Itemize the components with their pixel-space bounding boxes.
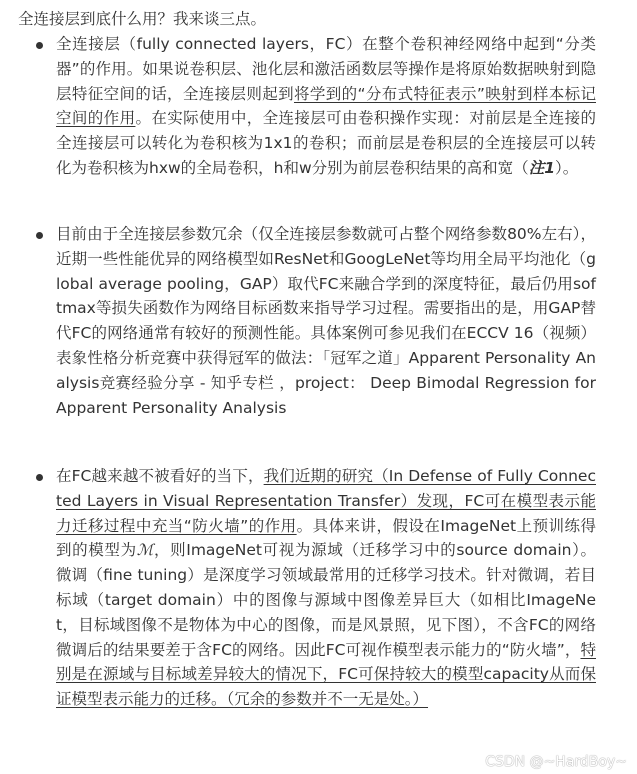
page-heading: 全连接层到底什么用？我来谈三点。 [18, 10, 267, 28]
p3-text-1: 在FC越来越不被看好的当下， [56, 467, 264, 485]
paragraph-fc-firewall [56, 464, 596, 712]
paragraph-fc-classifier [56, 32, 596, 181]
p3-underlined-1[interactable]: 我们近期的研究（In Defense of Fully Connected Layers in Visual Representation Transfer）发现，FC可在模型表示能力迁移过程中充当“防火墙”的作用 [56, 467, 596, 535]
bullet-1 [36, 42, 43, 49]
p2-text-1: 目前由于全连接层参数冗余（仅全连接层参数就可占整个网络参数80%左右），近期一些性能优异的网络模型如ResNet和GoogLeNet等均用全局平均池化（global average pooling，GAP）取代FC来融合学到的深度特征，最后仍用softmax等损失函数作为网络目标函数来指导学习过程。需要指出的是，用GAP替代FC的网络通常有较好的预测性能。具体案例可参见我们在ECCV 16（视频）表象性格分析竞赛中获得冠军的做法：「冠军之道」Apparent Personality Analysis竞赛经验分享 - 知乎专栏 ，project： Deep Bimodal Regression for Apparent Personality Analysis [56, 225, 596, 417]
p3-text-3: ，则ImageNet可视为源域（迁移学习中的source domain）。微调（fine tuning）是深度学习领域最常用的迁移学习技术。针对微调，若目标域（target domain）中的图像与源域中图像差异巨大（如相比ImageNet，目标域图像不是物体为中心的图像，而是风景照，见下图），不含FC的网络微调后的结果要差于含FC的网络。因此FC可视作模型表示能力的“防火墙”， [56, 541, 596, 659]
p3-text-2: 。具体来讲，假设在ImageNet上预训练得到的模型为 [56, 516, 596, 560]
bullet-2 [36, 232, 43, 239]
note-1-link[interactable]: 注1 [528, 158, 555, 177]
bullet-3 [36, 474, 43, 481]
p3-underlined-2: 特别是在源域与目标域差异较大的情况下，FC可保持较大的模型capacity从而保证模型表示能力的迁移。（冗余的参数并不一无是处。） [56, 640, 596, 709]
p1-text-2: 。在实际使用中，全连接层可由卷积操作实现：对前层是全连接的全连接层可以转化为卷积核为1x1的卷积；而前层是卷积层的全连接层可以转化为卷积核为hxw的全局卷积，h和w分别为前层卷积结果的高和宽（ [56, 109, 596, 177]
p1-text-3: ）。 [554, 158, 579, 177]
csdn-watermark: CSDN @~HardBoy~ [485, 754, 627, 770]
p1-text-1: 全连接层（fully connected layers，FC）在整个卷积神经网络中起到“分类器”的作用。如果说卷积层、池化层和激活函数层等操作是将原始数据映射到隐层特征空间的话，全连接层则起到 [56, 35, 596, 103]
p1-underlined-1: 将学到的“分布式特征表示”映射到样本标记空间的作用 [56, 84, 596, 128]
paragraph-gap-replacement [56, 222, 596, 420]
model-math-symbol: ℳ [136, 541, 154, 560]
